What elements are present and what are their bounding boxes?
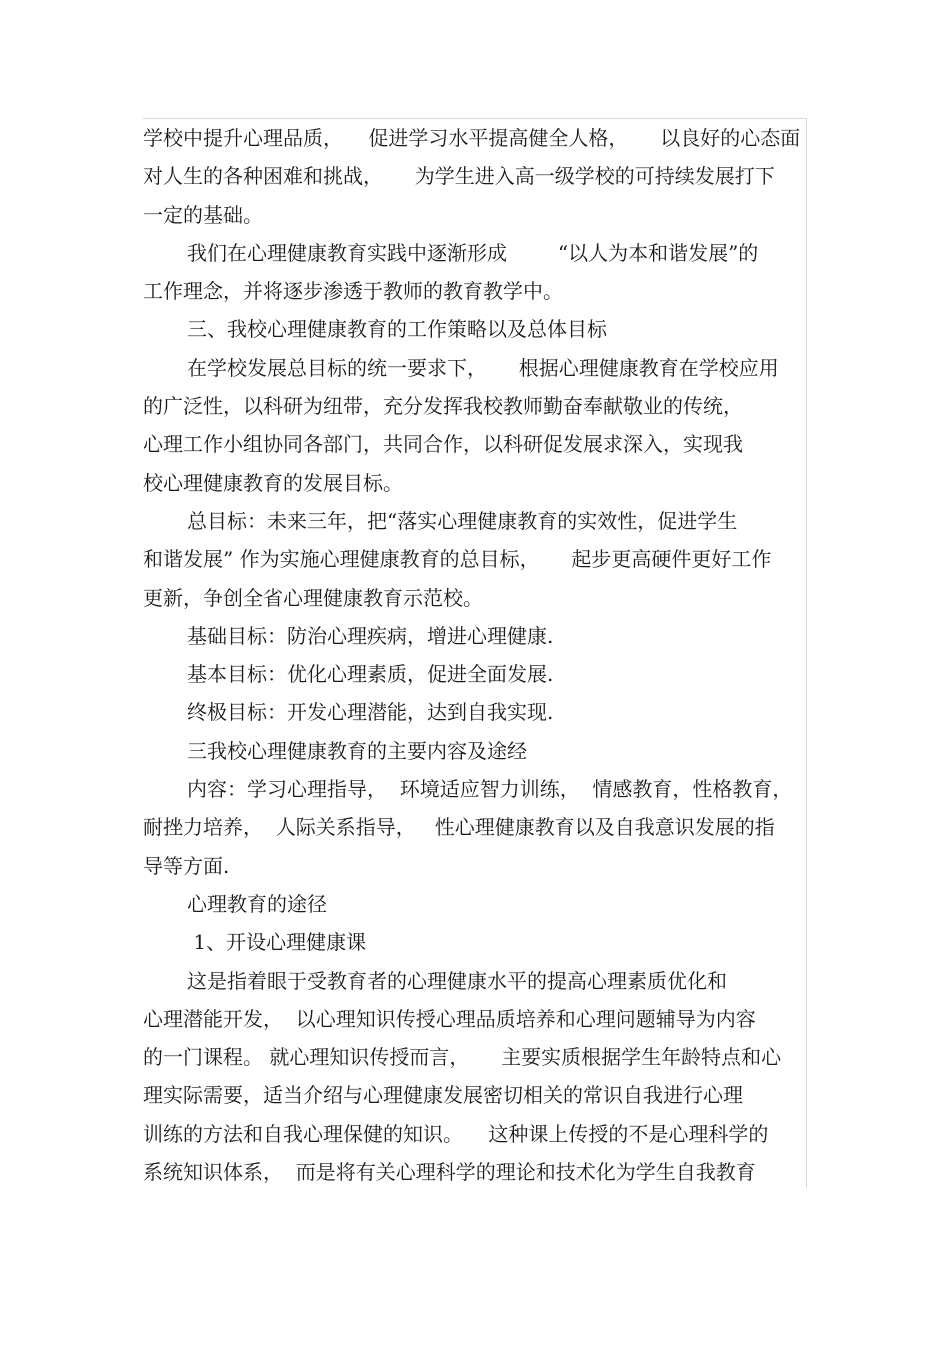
text-line: 基本目标：优化心理素质，促进全面发展. [187,662,554,687]
text-line: 对人生的各种困难和挑战， 为学生进入高一级学校的可持续发展打下 [143,164,775,189]
text-line: 终极目标：开发心理潜能，达到自我实现. [187,700,554,725]
text-line: 在学校发展总目标的统一要求下， 根据心理健康教育在学校应用 [187,355,779,380]
text-line: 耐挫力培养， 人际关系指导， 性心理健康教育以及自我意识发展的指 [143,815,775,840]
text-line: 理实际需要，适当介绍与心理健康发展密切相关的常识自我进行心理 [143,1083,743,1108]
text-line: 更新，争创全省心理健康教育示范校。 [143,585,483,610]
text-line: 一定的基础。 [143,202,263,227]
text-line: 心理潜能开发， 以心理知识传授心理品质培养和心理问题辅导为内容 [143,1006,756,1031]
text-line: 总目标：未来三年，把“落实心理健康教育的实效性，促进学生 [187,508,738,533]
text-line: 我们在心理健康教育实践中逐渐形成 “以人为本和谐发展”的 [187,240,759,265]
text-line: 心理工作小组协同各部门，共同合作，以科研促发展求深入，实现我 [143,432,743,457]
text-line: 工作理念，并将逐步渗透于教师的教育教学中。 [143,279,563,304]
text-line: 三我校心理健康教育的主要内容及途经 [187,738,527,763]
text-line: 学校中提升心理品质， 促进学习水平提高健全人格， 以良好的心态面 [143,126,801,150]
text-line: 基础目标：防治心理疾病，增进心理健康. [187,623,554,648]
text-line: 内容：学习心理指导， 环境适应智力训练， 情感教育，性格教育， [187,777,793,802]
text-line: 三、我校心理健康教育的工作策略以及总体目标 [187,317,607,342]
text-line: 和谐发展” 作为实施心理健康教育的总目标， 起步更高硬件更好工作 [143,547,772,572]
text-line: 心理教育的途径 [187,891,327,916]
text-line: 这是指着眼于受教育者的心理健康水平的提高心理素质优化和 [187,968,727,993]
text-line: 训练的方法和自我心理保健的知识。 这种课上传授的不是心理科学的 [143,1121,769,1146]
text-line: 的一门课程。 就心理知识传授而言， 主要实质根据学生年龄特点和心 [143,1045,782,1070]
text-line: 导等方面. [143,853,230,878]
text-line: 系统知识体系， 而是将有关心理科学的理论和技术化为学生自我教育 [143,1160,756,1185]
text-line: 的广泛性，以科研为纽带，充分发挥我校教师勤奋奉献敬业的传统， [143,394,743,419]
document-body [143,119,807,1191]
text-line: 1、开设心理健康课 [187,930,367,955]
text-line: 校心理健康教育的发展目标。 [143,470,403,495]
